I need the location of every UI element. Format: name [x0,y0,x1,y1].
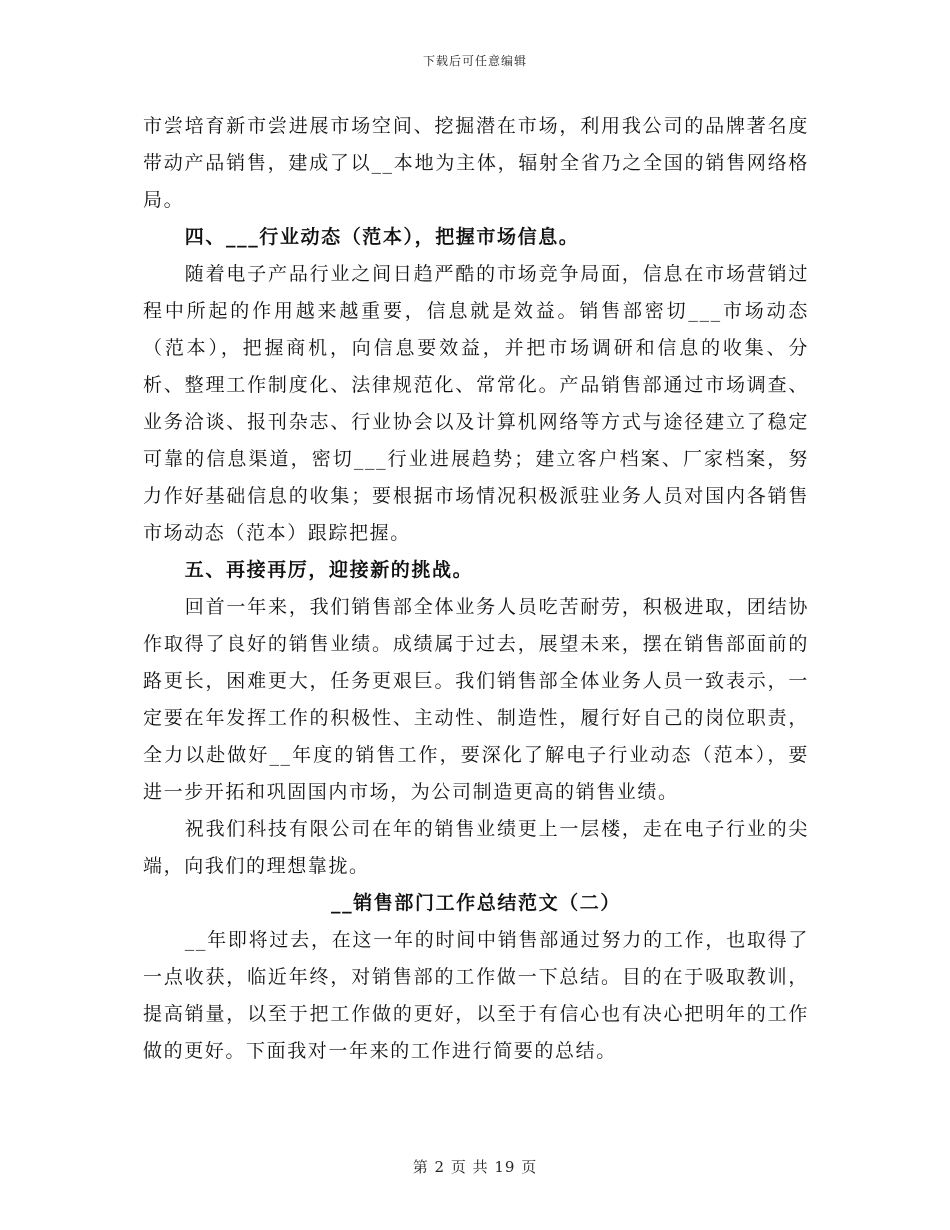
paragraph-market-information: 随着电子产品行业之间日趋严酷的市场竞争局面，信息在市场营销过程中所起的作用越来越重要，信息就是效益。销售部密切___市场动态（范本），把握商机，向信息要效益，并把市场调研和信息的收集、分析、整理工作制度化、法律规范化、常常化。产品销售部通过市场调查、业务洽谈、报刊杂志、行业协会以及计算机网络等方式与途径建立了稳定可靠的信息渠道，密切___行业进展趋势；建立客户档案、厂家档案，努力作好基础信息的收集；要根据市场情况积极派驻业务人员对国内各销售市场动态（范本）跟踪把握。 [143,263,809,544]
paragraph-market-expansion: 市尝培育新市尝进展市场空间、挖掘潜在市场，利用我公司的品牌著名度带动产品销售，建成了以__本地为主体，辐射全省乃之全国的销售网络格局。 [143,115,809,211]
paragraph-review-outlook: 回首一年来，我们销售部全体业务人员吃苦耐劳，积极进取，团结协作取得了良好的销售业绩。成绩属于过去，展望未来，摆在销售部面前的路更长，困难更大，任务更艰巨。我们销售部全体业务人员一致表示，一定要在年发挥工作的积极性、主动性、制造性，履行好自己的岗位职责，全力以赴做好__年度的销售工作，要深化了解电子行业动态（范本），要进一步开拓和巩固国内市场，为公司制造更高的销售业绩。 [143,596,809,803]
paragraph-wishes: 祝我们科技有限公司在年的销售业绩更上一层楼，走在电子行业的尖端，向我们的理想靠拢。 [143,818,809,877]
section-heading-five: 五、再接再厉，迎接新的挑战。 [184,559,474,581]
document-body [143,108,809,1070]
section-heading-four: 四、___行业动态（范本），把握市场信息。 [184,226,580,248]
page-header: 下载后可任意编辑 [422,54,527,68]
document-title-part-two: __销售部门工作总结范文（二） [330,892,621,914]
page-number: 第 2 页 共 19 页 [412,1158,538,1176]
paragraph-year-summary-intro: __年即将过去，在这一年的时间中销售部通过努力的工作，也取得了一点收获，临近年终，对销售部的工作做一下总结。目的在于吸取教训，提高销量，以至于把工作做的更好，以至于有信心也有决心把明年的工作做的更好。下面我对一年来的工作进行简要的总结。 [143,929,809,1062]
